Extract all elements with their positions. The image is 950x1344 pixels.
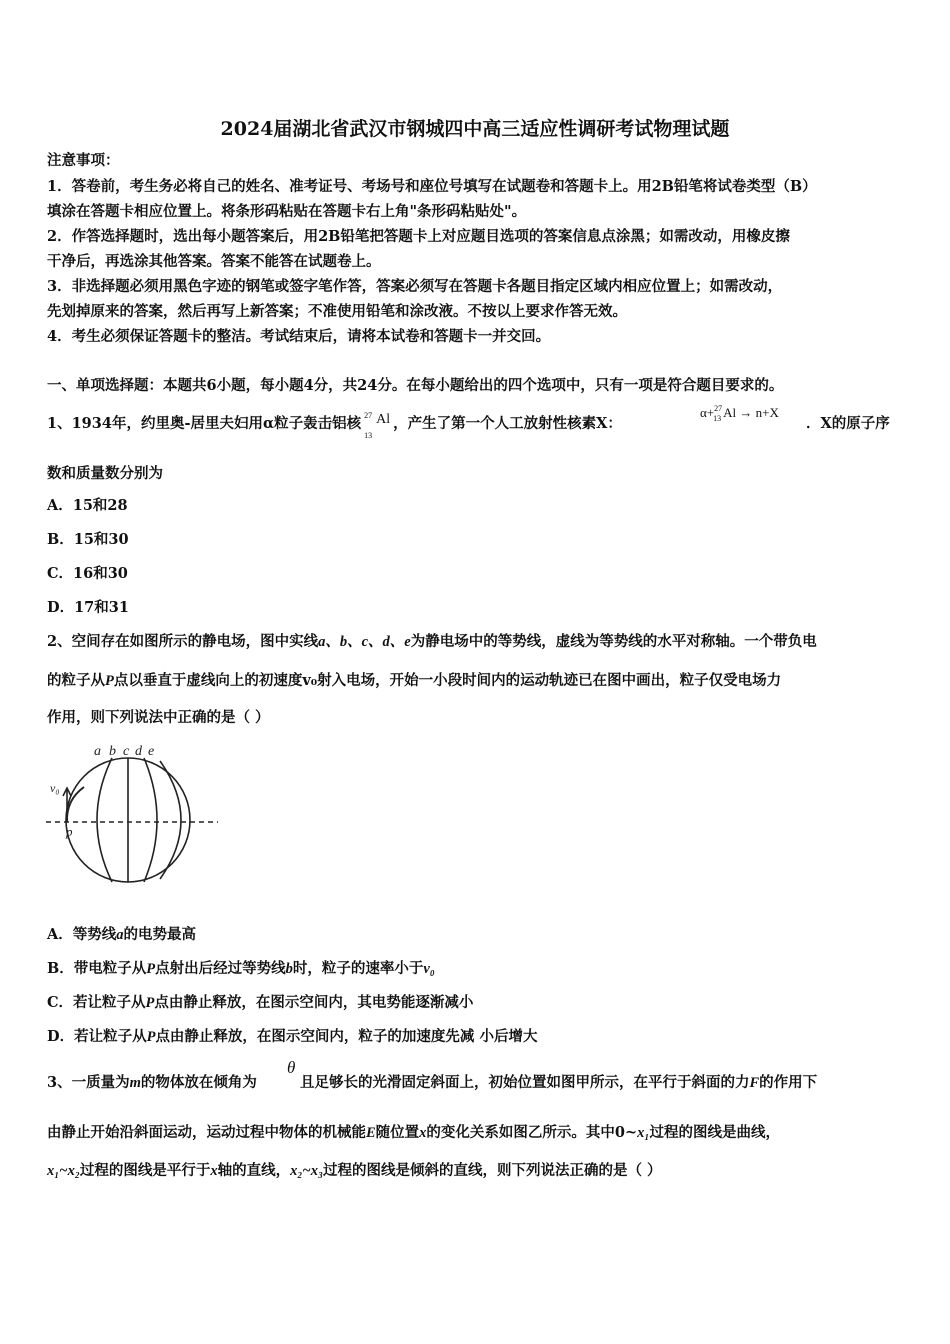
label-b: b [109, 744, 116, 759]
label-p: p [66, 824, 73, 839]
q2-optC-p: P [145, 995, 155, 1011]
notice-line: 4．考生必须保证答题卡的整洁。考试结束后，请将本试卷和答题卡一并交回。 [47, 328, 551, 345]
q2-optA-b: 的电势最高 [123, 926, 196, 943]
q3-mass-var: m [129, 1075, 141, 1091]
q3-line3 [47, 1162, 662, 1180]
notice-line: 3．非选择题必须用黑色字迹的钢笔或签字笔作答，答案必须写在答题卡各题目指定区域内相应位置上；如需改动， [47, 278, 783, 295]
q3-l1-b: 的物体放在倾角为 [140, 1074, 257, 1091]
notice-line: 填涂在答题卡相应位置上。将条形码粘贴在答题卡右上角"条形码粘贴处"。 [47, 203, 527, 220]
q1-option-d: D．17和31 [47, 599, 129, 616]
q3-l1-c: 且足够长的光滑固定斜面上，初始位置如图甲所示，在平行于斜面的力 [300, 1074, 750, 1091]
isotope-mass: 27 [364, 411, 373, 420]
q3-energy-var: E [366, 1125, 376, 1141]
q3-l3-a: 过程的图线是平行于 [79, 1162, 211, 1179]
nuclear-equation [700, 405, 779, 421]
q3-l3-b: 轴的直线， [217, 1162, 291, 1179]
q2-line3: 作用，则下列说法中正确的是（ ） [47, 709, 270, 726]
q2-optA-a: A．等势线 [47, 926, 117, 943]
section-heading: 一、单项选择题：本题共6小题，每小题4分，共24分。在每小题给出的四个选项中，只有一项是符合题目要求的。 [47, 377, 784, 394]
q2-optB-a: B．带电粒子从 [47, 960, 147, 977]
equation-mass: 27 [714, 404, 723, 413]
q2-optD-a: D．若让粒子从 [47, 1028, 147, 1045]
equation-prefix: α+ [700, 405, 715, 420]
label-e: e [148, 744, 155, 759]
label-d: d [135, 744, 142, 759]
equation-suffix: Al → n+X [723, 405, 779, 420]
q1-stem-c: ．X的原子序 [806, 415, 890, 432]
q1-option-b: B．15和30 [47, 531, 129, 548]
q2-line2-b: 点以垂直于虚线向上的初速度v₀射入电场，开始一小段时间内的运动轨迹已在图中画出，粒子仅受电场力 [113, 672, 782, 689]
equipotential-d [144, 758, 157, 882]
q2-optB-c: 时，粒子的速率小于 [292, 960, 424, 977]
q1-option-a: A．15和28 [47, 497, 128, 514]
page-title: 2024届湖北省武汉市钢城四中高三适应性调研考试物理试题 [220, 118, 730, 140]
q3-x1x2-var: x₁~x₂ [47, 1163, 80, 1179]
equipotential-e [160, 761, 181, 879]
label-c: c [123, 744, 130, 759]
notice-line: 干净后，再选涂其他答案。答案不能答在试题卷上。 [47, 253, 381, 270]
q3-line2 [47, 1124, 780, 1142]
q2-option-b [47, 960, 435, 978]
q2-optB-p: P [146, 961, 156, 977]
q3-l2-c: 的变化关系如图乙所示。其中0~ [426, 1124, 638, 1141]
notice-line: 1．答卷前，考生务必将自己的姓名、准考证号、考场号和座位号填写在试题卷和答题卡上。用2B铅笔将试卷类型（B） [47, 178, 817, 195]
notice-line: 先划掉原来的答案，然后再写上新答案；不准使用铅笔和涂改液。不按以上要求作答无效。 [47, 303, 627, 320]
q3-l2-a: 由静止开始沿斜面运动，运动过程中物体的机械能 [47, 1124, 366, 1141]
q2-line1-b: 为静电场中的等势线，虚线为等势线的水平对称轴。一个带负电 [410, 633, 817, 650]
q2-optD-b: 点由静止释放，在图示空间内，粒子的加速度先减 小后增大 [155, 1028, 538, 1045]
q3-line1-part1 [47, 1074, 257, 1092]
equation-z: 13 [713, 414, 722, 423]
q2-optB-v0: v₀ [423, 961, 435, 977]
q3-l2-d: 过程的图线是曲线， [649, 1124, 780, 1141]
q3-l3-c: 过程的图线是倾斜的直线，则下列说法正确的是（ ） [323, 1162, 662, 1179]
q2-optD-p: P [146, 1029, 156, 1045]
isotope-z: 13 [364, 431, 373, 440]
q2-point-p: P [105, 673, 114, 689]
q3-x1-var: x₁ [637, 1125, 650, 1141]
equipotential-b [97, 758, 112, 882]
q2-option-d [47, 1028, 537, 1046]
label-v0: v₀ [50, 781, 60, 795]
q3-force-var: F [749, 1075, 760, 1091]
q3-line1-part2 [300, 1074, 817, 1092]
q2-optB-var: b [285, 961, 293, 977]
q3-x-var: x [419, 1125, 427, 1141]
q3-x2x3-var: x₂~x₃ [290, 1163, 323, 1179]
q1-option-c: C．16和30 [47, 565, 128, 582]
q3-l2-b: 随位置 [375, 1124, 420, 1141]
q2-optC-a: C．若让粒子从 [47, 994, 146, 1011]
q2-line1-a: 2、空间存在如图所示的静电场，图中实线 [47, 633, 319, 650]
notice-heading: 注意事项： [47, 152, 120, 169]
q2-option-c [47, 994, 473, 1012]
q1-stem-d: 数和质量数分别为 [47, 465, 163, 482]
q1-stem-a: 1、1934年，约里奥-居里夫妇用α粒子轰击铝核 [47, 415, 362, 432]
aluminium-isotope [364, 411, 391, 440]
q2-variables: a、b、c、d、e [318, 634, 411, 650]
notice-line: 2．作答选择题时，选出每小题答案后，用2B铅笔把答题卡上对应题目选项的答案信息点涂黑；如需改动，用橡皮擦 [47, 228, 790, 245]
q1-stem [47, 411, 622, 440]
equipotential-figure [40, 742, 225, 884]
q2-optB-b: 点射出后经过等势线 [155, 960, 286, 977]
q3-l3-x: x [210, 1163, 218, 1179]
q3-l1-a: 3、一质量为 [47, 1074, 130, 1091]
q2-line2 [47, 672, 781, 690]
q2-option-a [47, 926, 196, 944]
q1-stem-b: ，产生了第一个人工放射性核素X： [393, 415, 622, 432]
q3-l1-d: 的作用下 [759, 1074, 818, 1091]
label-a: a [94, 744, 101, 759]
q2-optA-var: a [116, 927, 124, 943]
theta-symbol: θ [287, 1058, 296, 1077]
isotope-symbol: Al [376, 412, 391, 427]
q2-line2-a: 的粒子从 [47, 672, 105, 689]
q2-optC-b: 点由静止释放，在图示空间内，其电势能逐渐减小 [154, 994, 474, 1011]
q2-line1 [47, 633, 817, 651]
